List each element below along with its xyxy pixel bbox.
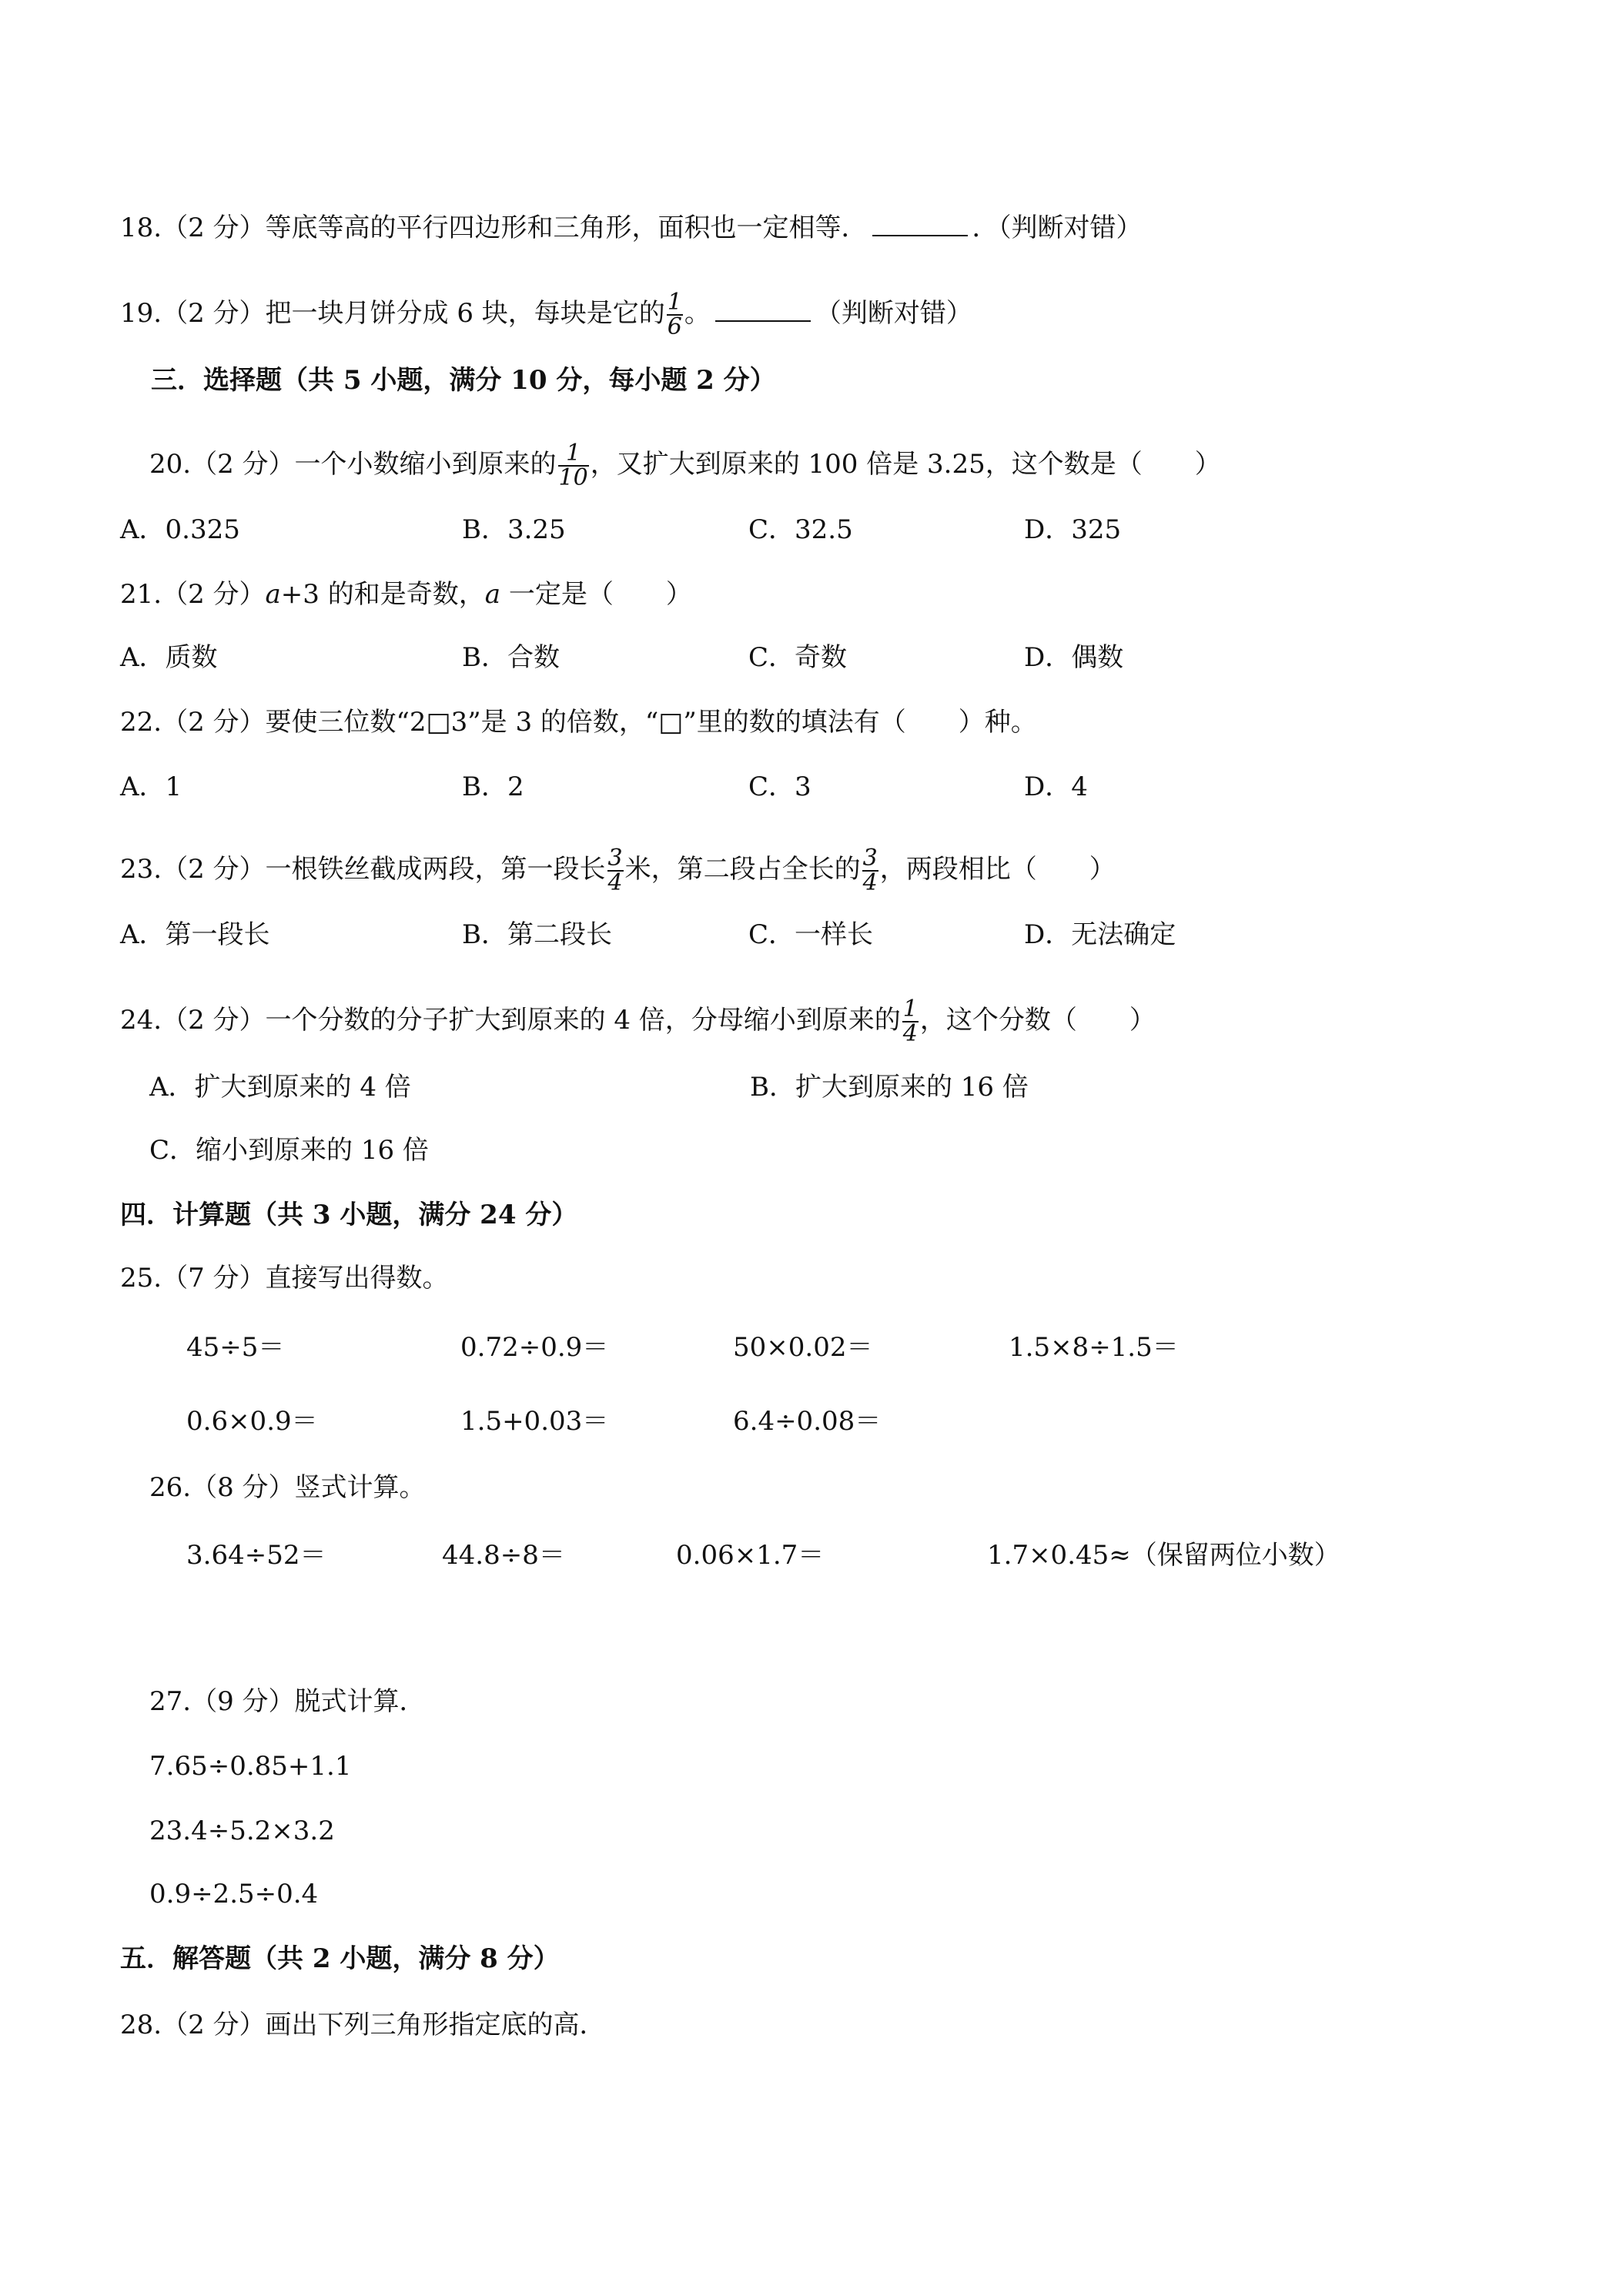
option-b[interactable]: B．合数 [462,642,560,673]
option-a[interactable]: A．第一段长 [120,919,270,950]
question-21: 21.（2 分）a+3 的和是奇数，a 一定是（ ） [120,579,692,610]
question-19-tail: （判断对错） [815,298,972,329]
option-a[interactable]: A．质数 [120,642,218,673]
calc-item: 6.4÷0.08＝ [733,1406,882,1437]
option-d[interactable]: D．无法确定 [1024,919,1176,950]
option-b[interactable]: B．第二段长 [462,919,612,950]
calc-item: 50×0.02＝ [733,1332,873,1363]
question-18-tail: ．（判断对错） [972,213,1143,243]
question-19: 19.（2 分）把一块月饼分成 6 块，每块是它的 $\frac{1}{6}$ 。 （判断对错） [120,289,972,340]
question-20-text: 20.（2 分）一个小数缩小到原来的 [149,449,557,480]
option-a[interactable]: A．扩大到原来的 4 倍 [149,1072,411,1103]
question-26: 26.（8 分）竖式计算。 [149,1472,426,1503]
question-20: 20.（2 分）一个小数缩小到原来的 $\frac{1}{10}$ ，又扩大到原来的 100 倍是 3.25，这个数是（ ） [149,440,1221,491]
fraction: $\frac{3}{4}$ [862,845,878,896]
calc-item: 23.4÷5.2×3.2 [149,1816,335,1846]
answer-blank[interactable] [872,212,968,236]
question-23: 23.（2 分）一根铁丝截成两段，第一段长 $\frac{3}{4}$ 米，第二段占全长的 $\frac{3}{4}$ ，两段相比（ ） [120,845,1116,896]
option-d[interactable]: D．4 [1024,771,1088,802]
question-19-text: 19.（2 分）把一块月饼分成 6 块，每块是它的 [120,298,665,329]
fraction: $\frac{1}{10}$ [558,440,588,491]
question-24: 24.（2 分）一个分数的分子扩大到原来的 4 倍，分母缩小到原来的 $\frac{1}{4}$ ，这个分数（ ） [120,996,1156,1047]
calc-item: 1.5×8÷1.5＝ [1009,1332,1179,1363]
question-27: 27.（9 分）脱式计算． [149,1686,426,1717]
calc-item: 44.8÷8＝ [442,1540,565,1571]
section-3-heading: 三．选择题（共 5 小题，满分 10 分，每小题 2 分） [151,365,776,396]
question-28: 28.（2 分）画出下列三角形指定底的高． [120,2010,606,2040]
option-c[interactable]: C．32.5 [748,514,853,545]
answer-blank[interactable] [715,297,811,322]
section-4-heading: 四．计算题（共 3 小题，满分 24 分） [120,1200,578,1230]
option-a[interactable]: A．1 [120,771,182,802]
option-c[interactable]: C．奇数 [748,642,848,673]
option-b[interactable]: B．2 [462,771,524,802]
calc-item: 0.72÷0.9＝ [460,1332,609,1363]
calc-item: 0.9÷2.5÷0.4 [149,1879,319,1909]
option-d[interactable]: D．325 [1024,514,1122,545]
question-18-text: 18.（2 分）等底等高的平行四边形和三角形，面积也一定相等． [120,213,868,243]
question-22: 22.（2 分）要使三位数“2□3”是 3 的倍数，“□”里的数的填法有（ ）种。 [120,707,1037,738]
option-d[interactable]: D．偶数 [1024,642,1124,673]
calc-item: 45÷5＝ [186,1332,285,1363]
calc-item: 1.5+0.03＝ [460,1406,609,1437]
calc-item: 0.6×0.9＝ [186,1406,318,1437]
option-c[interactable]: C．缩小到原来的 16 倍 [149,1135,429,1166]
question-25: 25.（7 分）直接写出得数。 [120,1263,449,1294]
fraction: $\frac{1}{6}$ [667,289,682,340]
calc-item: 3.64÷52＝ [186,1540,326,1571]
option-c[interactable]: C．一样长 [748,919,874,950]
fraction: $\frac{1}{4}$ [902,996,918,1047]
section-5-heading: 五．解答题（共 2 小题，满分 8 分） [120,1943,560,1974]
option-a[interactable]: A．0.325 [120,514,240,545]
calc-item: 0.06×1.7＝ [676,1540,825,1571]
calc-item: 7.65÷0.85+1.1 [149,1751,352,1782]
fraction: $\frac{3}{4}$ [607,845,623,896]
question-18 [120,212,1143,243]
calc-item: 1.7×0.45≈（保留两位小数） [987,1540,1340,1571]
option-c[interactable]: C．3 [748,771,812,802]
option-b[interactable]: B．扩大到原来的 16 倍 [750,1072,1029,1103]
option-b[interactable]: B．3.25 [462,514,566,545]
